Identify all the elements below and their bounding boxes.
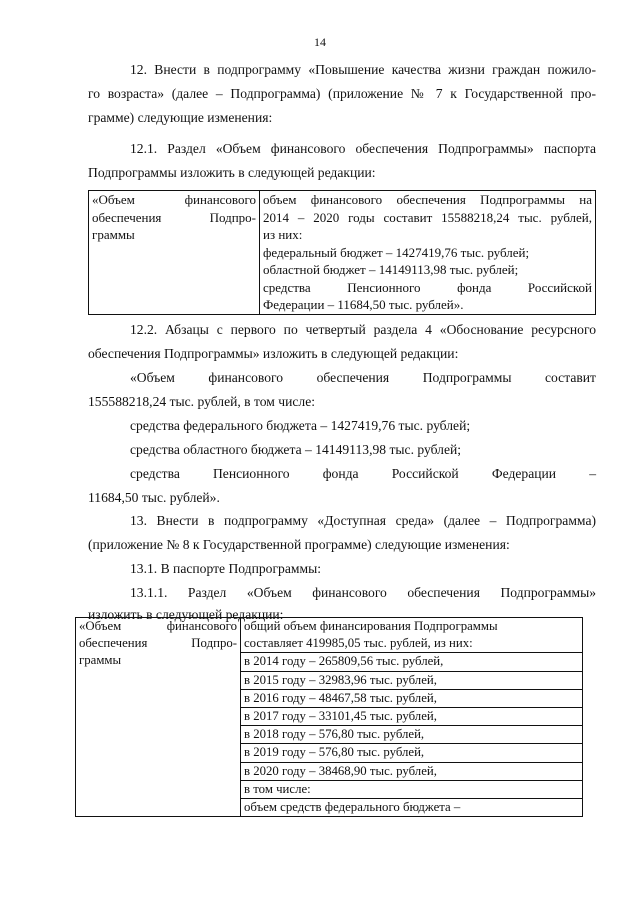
table-2-value-line: в 2020 году – 38468,90 тыс. рублей, [241, 763, 582, 781]
table-2-label-cell [76, 618, 241, 817]
paragraph-13-line-1: 13. Внести в подпрограмму «Доступная среда» (далее – Подпрограмма) [130, 513, 596, 528]
paragraph-12-2-line-3: «Объем финансового обеспечения Подпрограммы составит [130, 370, 596, 385]
table-1-value-line: 2014 – 2020 годы составит 15588218,24 тыс. рублей, [263, 209, 592, 225]
table-2-label-line: «Объем финансового [79, 619, 237, 633]
paragraph-12-2-line-4: 155588218,24 тыс. рублей, в том числе: [88, 394, 316, 409]
table-1-value-line: средства Пенсионного фонда Российской [263, 279, 592, 295]
table-2-value-cell [241, 618, 583, 817]
paragraph-13 [88, 509, 596, 557]
table-2-label-line: обеспечения Подпро- [79, 636, 237, 651]
paragraph-12-2-line-1: 12.2. Абзацы с первого по четвертый раздела 4 «Обоснование ресурсного [130, 322, 596, 337]
table-1-label-line: «Объем финансового [92, 192, 256, 207]
paragraph-12-2-line-7: средства Пенсионного фонда Российской Федерации – [130, 466, 596, 481]
paragraph-13-1 [88, 557, 596, 581]
paragraph-12-line-2: го возраста» (далее – Подпрограмма) (приложение № 7 к Государственной про- [88, 86, 596, 101]
paragraph-13-1-line: 13.1. В паспорте Подпрограммы: [130, 561, 321, 576]
table-1-value-line: Федерации – 11684,50 тыс. рублей». [263, 297, 464, 312]
paragraph-13-line-2: (приложение № 8 к Государственной программе) следующие изменения: [88, 537, 510, 552]
table-2-value-line: составляет 419985,05 тыс. рублей, из них: [241, 635, 582, 653]
table-1-label-cell [89, 191, 260, 315]
table-2-value-line: в 2019 году – 576,80 тыс. рублей, [241, 744, 582, 762]
paragraph-12-line-1: 12. Внести в подпрограмму «Повышение качества жизни граждан пожило- [130, 62, 596, 77]
paragraph-12-2-line-5: средства федерального бюджета – 1427419,76 тыс. рублей; [130, 418, 471, 433]
table-1-value-line: объем финансового обеспечения Подпрограммы на [263, 192, 592, 207]
paragraph-12-2-line-2: обеспечения Подпрограммы» изложить в следующей редакции: [88, 346, 459, 361]
table-1-label-line: граммы [92, 227, 135, 242]
table-2-value-line: объем средств федерального бюджета – [244, 800, 461, 815]
table-2-label-line: граммы [79, 653, 122, 668]
paragraph-12-1-line-1: 12.1. Раздел «Объем финансового обеспечения Подпрограммы» паспорта [130, 141, 596, 156]
table-1-value-line: областной бюджет – 14149113,98 тыс. рублей; [263, 262, 519, 277]
financing-table-2 [75, 617, 583, 817]
table-2-value-line: в 2015 году – 32983,96 тыс. рублей, [241, 672, 582, 690]
paragraph-12 [88, 58, 596, 130]
table-2-value-line: в 2017 году – 33101,45 тыс. рублей, [241, 708, 582, 726]
page-number: 14 [314, 35, 326, 49]
table-2-value-line: в том числе: [241, 781, 582, 799]
table-2-value-line: в 2016 году – 48467,58 тыс. рублей, [241, 690, 582, 708]
financing-table-1 [88, 190, 596, 315]
table-1-value-line: федеральный бюджет – 1427419,76 тыс. рублей; [263, 244, 530, 260]
table-1-value-line: из них: [263, 227, 303, 242]
paragraph-12-line-3: грамме) следующие изменения: [88, 110, 273, 125]
paragraph-12-2-line-8: 11684,50 тыс. рублей». [88, 490, 220, 505]
table-1-value-cell [260, 191, 596, 315]
paragraph-12-1-line-2: Подпрограммы изложить в следующей редакции: [88, 165, 376, 180]
paragraph-13-1-1-line-1: 13.1.1. Раздел «Объем финансового обеспечения Подпрограммы» [130, 585, 596, 600]
table-2-value-line: общий объем финансирования Подпрограммы [244, 619, 498, 633]
table-2-value-line: в 2018 году – 576,80 тыс. рублей, [241, 726, 582, 744]
paragraph-12-1 [88, 137, 596, 185]
paragraph-12-2-line-6: средства областного бюджета – 14149113,98 тыс. рублей; [130, 442, 462, 457]
table-1-label-line: обеспечения Подпро- [92, 209, 256, 225]
paragraph-12-2 [88, 318, 596, 510]
table-2-value-line: в 2014 году – 265809,56 тыс. рублей, [241, 653, 582, 671]
paragraph-13-1-1-line-2: изложить в следующей редакции: [88, 607, 284, 622]
